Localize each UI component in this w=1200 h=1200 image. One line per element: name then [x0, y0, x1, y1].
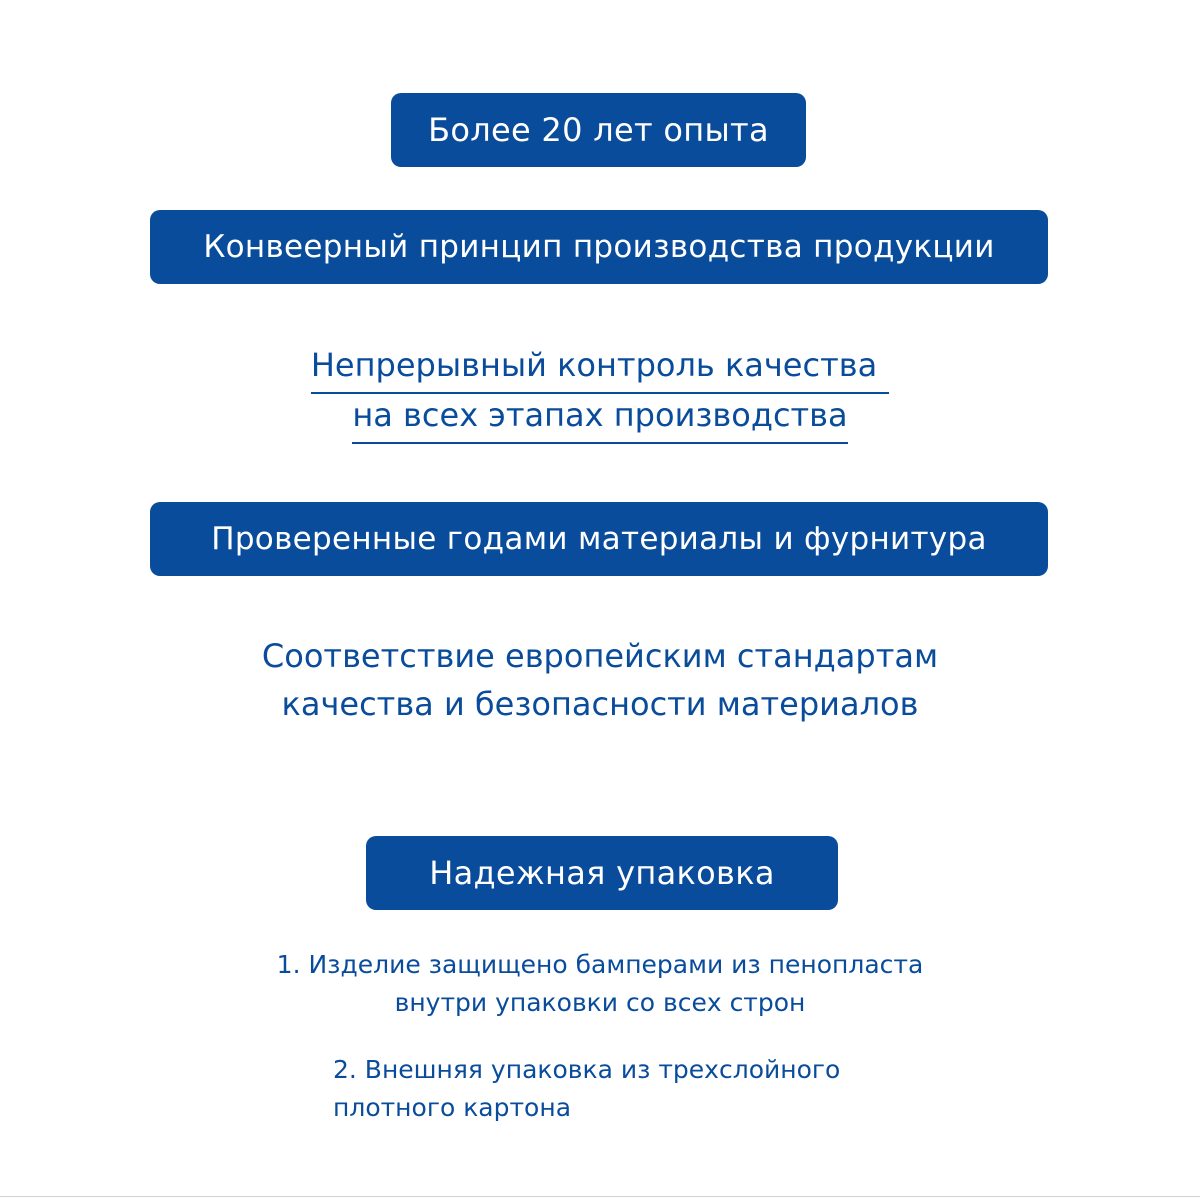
standards-line-2: качества и безопасности материалов	[281, 685, 919, 723]
badge-experience	[391, 93, 806, 167]
badge-packaging	[366, 836, 838, 910]
bottom-divider	[0, 1196, 1200, 1197]
badge-materials-label: Проверенные годами материалы и фурнитура	[211, 521, 987, 557]
badge-conveyor-label: Конвеерный принцип производства продукции	[203, 229, 995, 265]
standards-line-1: Соответствие европейским стандартам	[261, 637, 939, 675]
packaging-item-1	[0, 946, 1200, 1022]
packaging-item-1-line-2: внутри упаковки со всех строн	[394, 988, 806, 1017]
badge-materials	[150, 502, 1048, 576]
badge-packaging-label: Надежная упаковка	[429, 854, 775, 892]
badge-conveyor	[150, 210, 1048, 284]
standards-text	[0, 632, 1200, 728]
packaging-item-2-line-1: 2. Внешняя упаковка из трехслойного	[333, 1055, 841, 1084]
badge-experience-label: Более 20 лет опыта	[428, 111, 769, 149]
quality-control-text	[0, 340, 1200, 444]
quality-control-line-1: Непрерывный контроль качества	[311, 340, 889, 394]
packaging-item-2	[333, 1051, 840, 1127]
packaging-item-1-line-1: 1. Изделие защищено бамперами из пенопласта	[276, 950, 924, 979]
quality-control-line-2: на всех этапах производства	[352, 390, 847, 444]
packaging-item-2-line-2: плотного картона	[333, 1093, 572, 1122]
